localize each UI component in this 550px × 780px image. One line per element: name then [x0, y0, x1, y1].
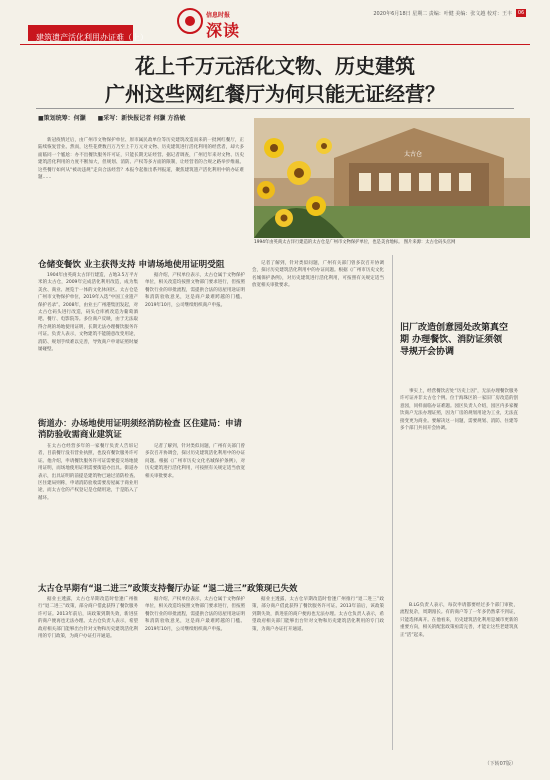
section-4-heading: 旧厂改造创意园处改第真空期 办理餐饮、消防证须领导规开会协调: [400, 323, 509, 357]
photo-illustration: [254, 118, 530, 238]
section-2-col-1: 在太古仓经营多年的一家餐厅负责人告诉记者，目前餐厅没有营业执照，也没有餐饮服务许可证。他介绍，申请餐饮服务许可证需要提交场地使用证明，而场地使用证明需要街道办出具。街道办表示，出具证明的前提是建筑物已通过消防检查。区住建局则称，申请消防验收需要房屋属于商业用途，而太古仓的产权登记是仓储用途，于是陷入了循环。: [38, 444, 138, 501]
photo-caption: 1994年由英商太古洋行建造的太古仓是广州市文物保护单位，也是美食地标。 图片来源：太古仓码头官网: [254, 240, 456, 245]
section-1-col-1: 1904年由英商太古洋行建造，占地3.5万平方米的太古仓，2009年完成活化利用改造，成为集美食、商业、展览于一体的文化休闲区。太古仓是广州市文物保护单位，2019年入选“中国工业遗产保护名录”。2008年，由业主广州港集团发起，对太古仓码头进行改造，码头仓库被改造为葡萄酒吧、餐厅、电影院等。多位商户反映，由于无法取得合规的场地使用证明，长期无法办理餐饮服务许可证。负责人表示，文物建筑不能随意改变用途，消防、规划手续难以完善，导致商户申请证照时屡屡碰壁。: [38, 273, 138, 353]
section-3-col-3: 据业主透露，太古仓早期改造时恰逢广州推行“退二进三”政策，部分商户借此获得了餐饮服务许可证。2013年前后，该政策到期失效，新进驻的商户便再也无法办理。太古仓负责人表示，希望政府相关部门能够出台针对文物和历史建筑活化利用的专门政策，为商户办证打开通道。: [252, 597, 384, 632]
bylines: [38, 113, 195, 122]
section-1-col-3: 记者了解到，针对类似问题，广州有关部门曾多次召开协调会，探讨历史建筑活化利用中的办证问题。根据《广州市历史文化名城保护条例》，对历史建筑进行活化利用，可按照有关规定适当放宽相关审批要求。: [252, 261, 384, 289]
series-banner: [28, 25, 148, 42]
warehouse-sign: 太古仓: [404, 151, 423, 158]
section-1-col-2: 据介绍，产权单位表示，太古仓属于文物保护单位，相关改造均按照文物部门要求进行，但按照餐饮行业的审批流程，需提供合法的房屋用途证明和消防验收意见，这是商户最难跨越的门槛。2019年10月，公司继续组织商户申报。: [145, 273, 245, 308]
section-title: 深读: [206, 21, 241, 40]
section-4-text-2: B.LG负责人表示，每次申请都要经过多个部门审批，流程复杂，周期漫长。有的商户等了一年多仍然拿不到证，只能选择离开。在他看来，历史建筑活化利用是城市更新的重要方向，相关的配套政策亟需完善，才能让这些老建筑真正“活”起来。: [400, 603, 518, 638]
logo-small-text: 信息时报: [206, 12, 231, 19]
section-3-heading: 太古仓早期有“退二进三”政策支持餐厅办证 “退二进三”政策现已失效: [38, 583, 298, 593]
page-number: 06: [517, 10, 525, 16]
continued-note: （下转07版）: [484, 761, 516, 767]
intro-paragraph: 新冠疫情过后，由广州市文物保护单位、原市属民政单位等历史建筑改造而来的一批网红餐厅，正陆续恢复营业。然而，这些花费数百万乃至上千万元对文物、历史建筑进行活化利用的经营者，却大多面临同一个尴尬：办不出餐饮服务许可证，只能长期无证经营。据记者调查，广州近年来对文物、历史建筑活化利用的力度不断加大，但规划、消防、产权等多方面的限制，让经营者的合规之路举步维艰。这些餐厅如何从“被动违规”走向合法经营？本报今起推出系列报道，聚焦建筑遗产活化利用中的办证难题……: [38, 138, 244, 181]
headline-line-2: 广州这些网红餐厅为何只能无证经营？: [105, 82, 445, 106]
section-1-heading: 仓储变餐饮 业主获得支持 申请场地使用证明受阻: [38, 260, 225, 270]
series-label: 建筑遗产活化利用办证难（上）: [36, 33, 148, 42]
byline-reporters: ■采写：新快报记者 何灏 方浩敏: [97, 115, 186, 122]
headline-rule: [36, 108, 514, 109]
top-rule: [20, 44, 530, 45]
section-3-col-1: 据业主透露，太古仓早期改造时恰逢广州推行“退二进三”政策，部分商户借此获得了餐饮服务许可证。2013年前后，该政策到期失效，新进驻的商户便再也无法办理。太古仓负责人表示，希望政府相关部门能够出台针对文物和历史建筑活化利用的专门政策，为商户办证打开通道。: [38, 597, 138, 640]
column-divider: [392, 255, 393, 750]
newspaper-logo: [175, 6, 205, 36]
section-2-heading: 街道办：办场地使用证明须经消防检查 区住建局：申请消防验收需商业建筑证: [38, 418, 242, 439]
byline-planning: ■策划统筹：何灏: [38, 115, 86, 122]
section-2-col-2: 记者了解到，针对类似问题，广州有关部门曾多次召开协调会，探讨历史建筑活化利用中的办证问题。根据《广州市历史文化名城保护条例》，对历史建筑进行活化利用，可按照有关规定适当放宽相关审批要求。: [145, 444, 245, 479]
headline-line-1: 花上千万元活化文物、历史建筑: [135, 54, 415, 78]
taikoo-warehouse-photo: [254, 118, 530, 238]
dateline: 2020年6月18日 星期二 责编：叶健 美编：张文越 校对：王丰: [373, 11, 512, 17]
section-4-text-1: 事实上，经营餐饮店处“历史上因”，无法办理餐饮服务许可证并非太古仓个例。位于海珠区的一家旧厂房改造的创意园，同样面临办证难题。园区负责人介绍，园区内多家餐饮商户无法办理证照，因为厂房的规划用途为工业，无法直接变更为商业。要解决这一问题，需要规划、消防、住建等多个部门共同开会协调。: [400, 389, 518, 432]
section-3-col-2: 据介绍，产权单位表示，太古仓属于文物保护单位，相关改造均按照文物部门要求进行，但按照餐饮行业的审批流程，需提供合法的房屋用途证明和消防验收意见，这是商户最难跨越的门槛。2019年10月，公司继续组织商户申报。: [145, 597, 245, 632]
